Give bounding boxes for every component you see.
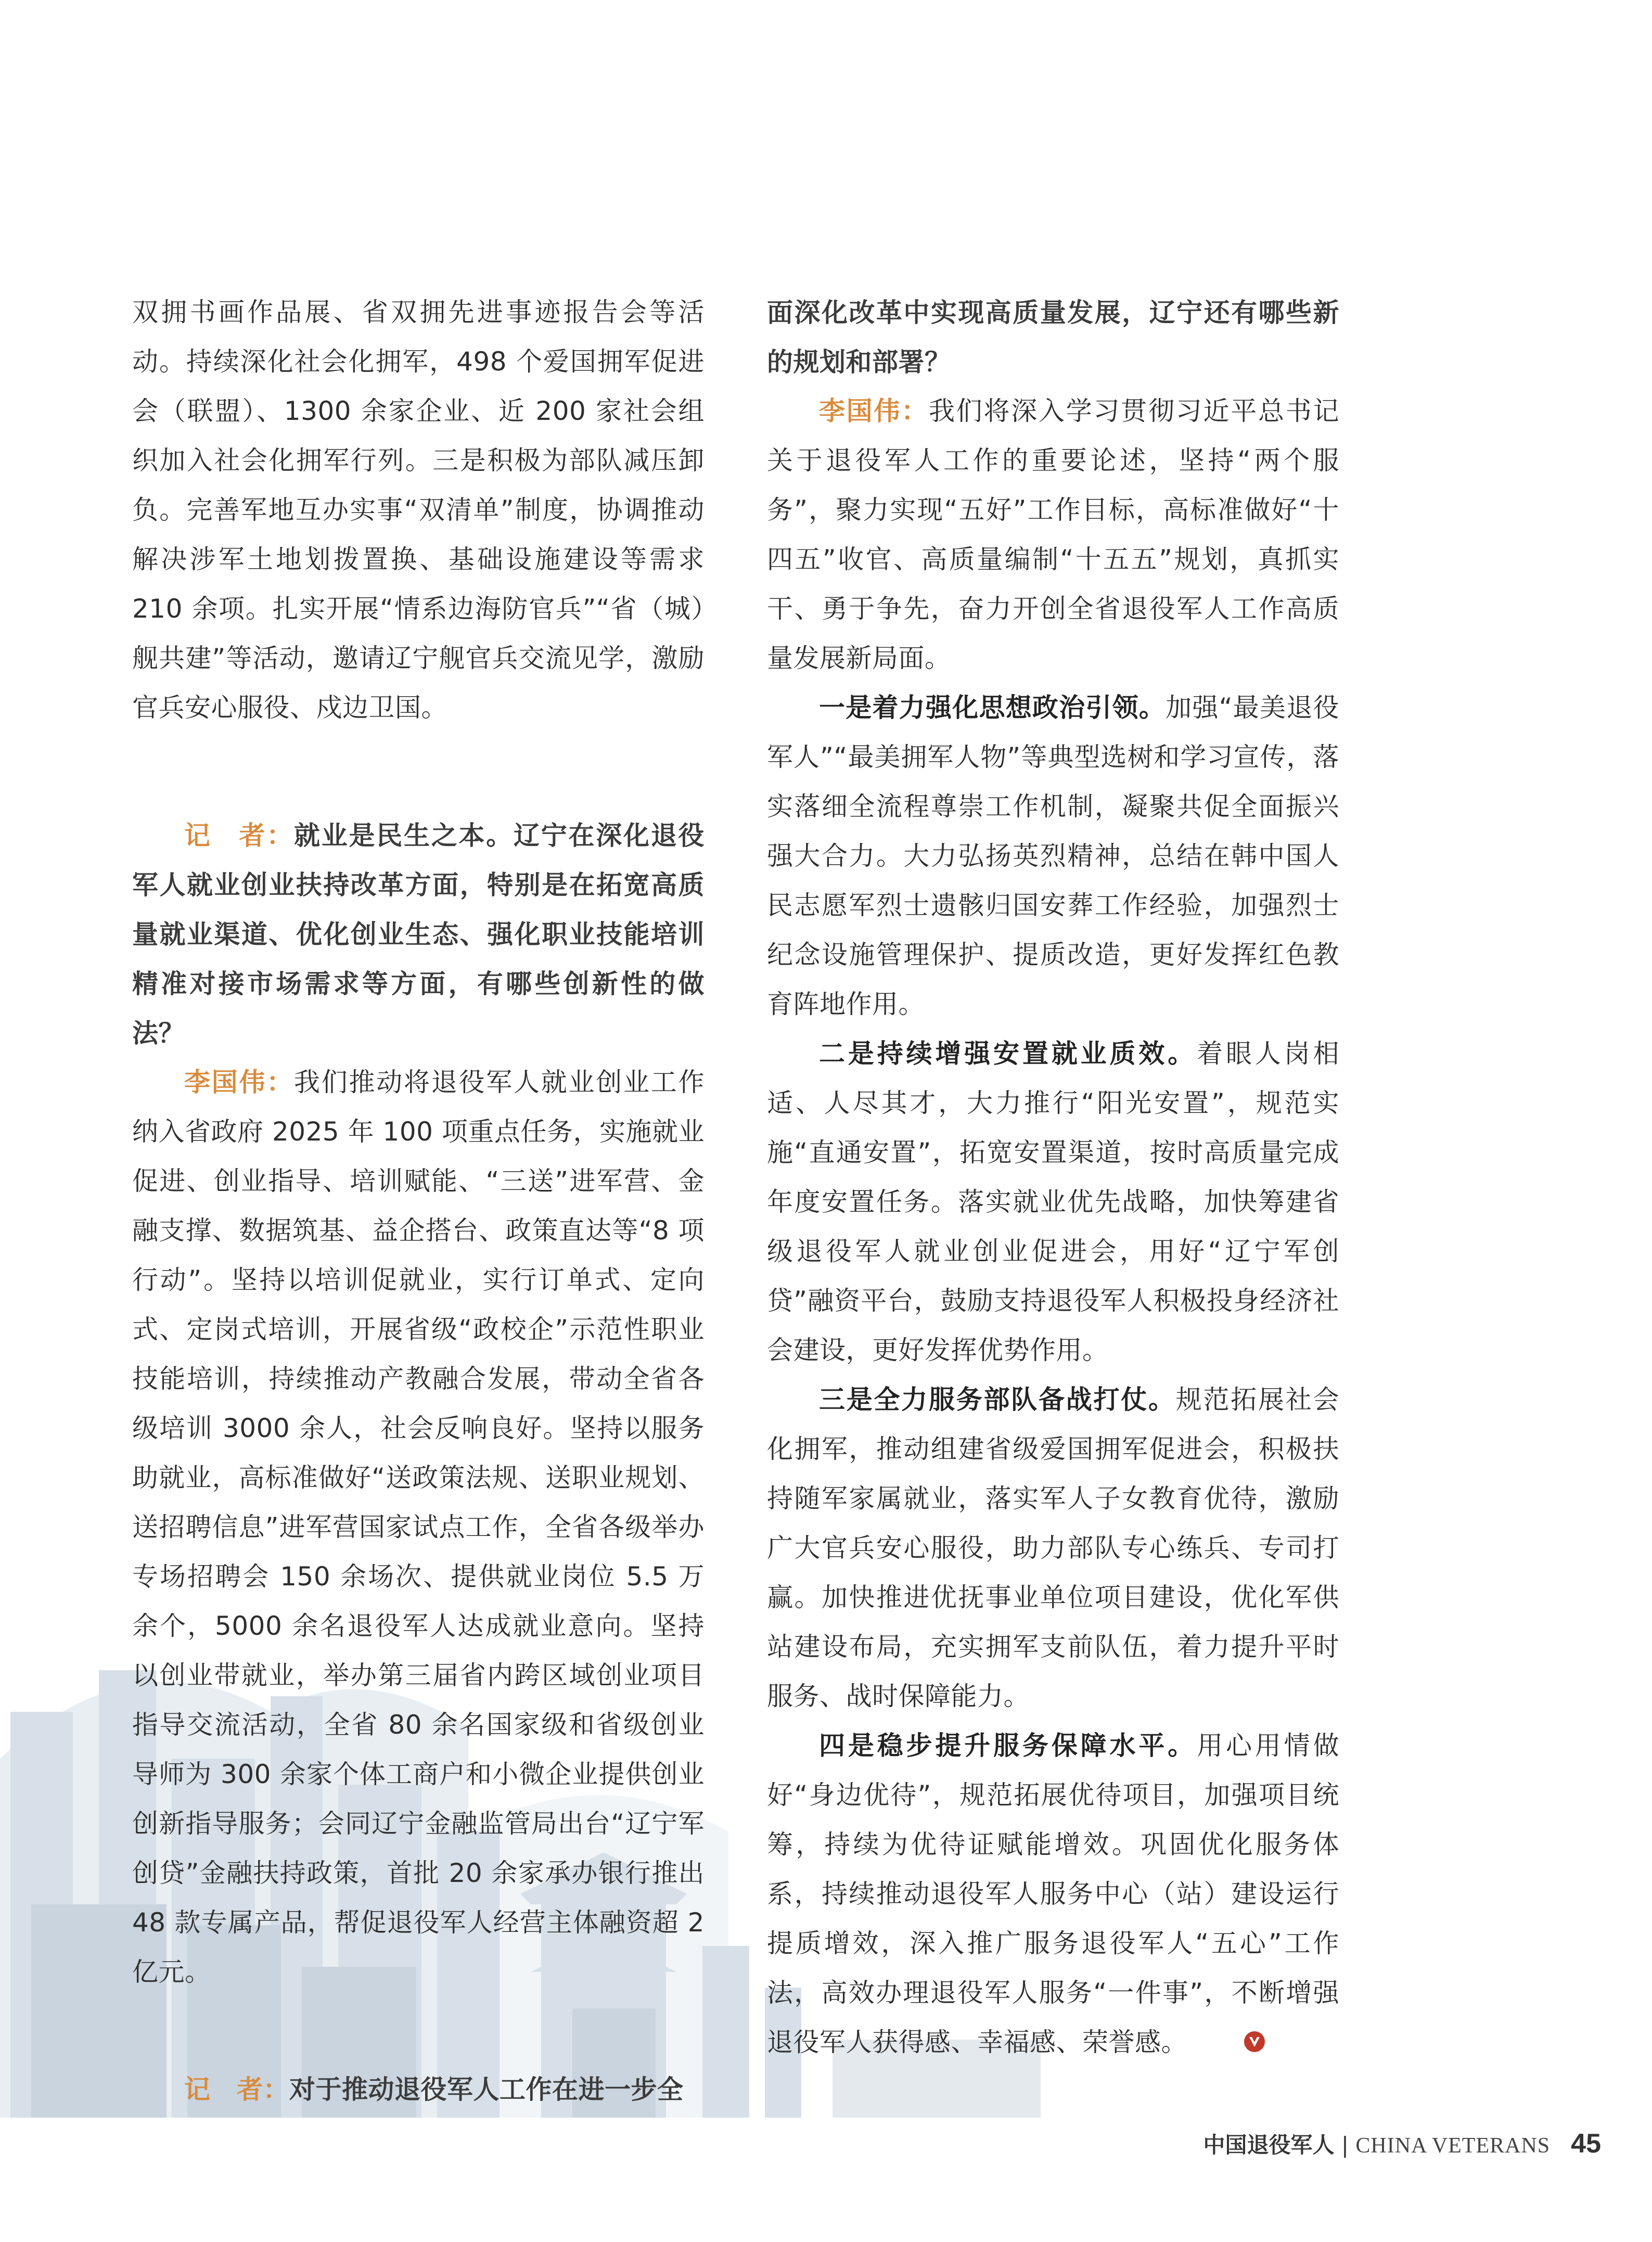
page-number: 45 <box>1571 2129 1601 2159</box>
point-heading: 三是全力服务部队备战打仗。 <box>819 1385 1176 1415</box>
answer-text: 我们推动将退役军人就业创业工作纳入省政府 2025 年 100 项重点任务，实施就业促进、创业指导、培训赋能、“三送”进军营、金融支撑、数据筑基、益企搭台、政策直达等“8 项行动”。坚持以培训促就业，实行订单式、定向式、定岗式培训，开展省级“政校企”示范性职业技能培训，持续推动产教融合发展，带动全省各级培训 3000 余人，社会反响良好。坚持以服务助就业，高标准做好“送政策法规、送职业规划、送招聘信息”进军营国家试点工作，全省各级举办专场招聘会 150 余场次、提供就业岗位 5.5 万余个，5000 余名退役军人达成就业意向。坚持以创业带就业，举办第三届省内跨区域创业项目指导交流活动，全省 80 余名国家级和省级创业导师为 300 余家个体工商户和小微企业提供创业创新指导服务；会同辽宁金融监管局出台“辽宁军创贷”金融扶持政策，首批 20 余家承办银行推出 48 款专属产品，帮促退役军人经营主体融资超 2 亿元。 <box>132 1067 705 1987</box>
point-text: 加强“最美退役军人”“最美拥军人物”等典型选树和学习宣传，落实落细全流程尊崇工作机制，凝聚共促全面振兴强大合力。大力弘扬英烈精神，总结在韩中国人民志愿军烈士遗骸归国安葬工作经验，加强烈士纪念设施管理保护、提质改造，更好发挥红色教育阵地作用。 <box>767 693 1340 1019</box>
point-heading: 四是稳步提升服务保障水平。 <box>819 1731 1197 1761</box>
page-footer <box>1203 2128 1601 2159</box>
point-paragraph-4 <box>767 1721 1339 2069</box>
reporter-question <box>132 2065 705 2114</box>
point-text: 规范拓展社会化拥军，推动组建省级爱国拥军促进会，积极扶持随军家属就业，落实军人子女教育优待，激励广大官兵安心服役，助力部队专心练兵、专司打赢。加快推进优抚事业单位项目建设，优化军供站建设布局，充实拥军支前队伍，着力提升平时服务、战时保障能力。 <box>767 1385 1339 1711</box>
point-heading: 一是着力强化思想政治引领。 <box>819 693 1166 723</box>
triangle-v-end-mark-icon <box>1192 2019 1265 2069</box>
question-text: 对于推动退役军人工作在进一步全 <box>289 2074 684 2105</box>
footer-separator: | <box>1334 2132 1356 2158</box>
publication-name: 中国退役军人 <box>1203 2132 1335 2158</box>
body-paragraph: 双拥书画作品展、省双拥先进事迹报告会等活动。持续深化社会化拥军，498 个爱国拥军促进会（联盟）、1300 余家企业、近 200 家社会组织加入社会化拥军行列。三是积极为部队减压卸负。完善军地互办实事“双清单”制度，协调推动解决涉军土地划拨置换、基础设施建设等需求 210 余项。扎实开展“情系边海防官兵”“省（城）舰共建”等活动，邀请辽宁舰官兵交流见学，激励官兵安心服役、戍边卫国。 <box>132 297 705 723</box>
interviewee-label: 李国伟： <box>184 1067 294 1097</box>
reporter-label: 记 者： <box>184 2074 289 2105</box>
reporter-label: 记 者： <box>184 820 294 851</box>
point-paragraph-2 <box>767 1029 1339 1375</box>
point-paragraph-3 <box>767 1375 1339 1721</box>
answer-paragraph <box>132 1058 705 1997</box>
publication-english-name: CHINA VETERANS <box>1355 2134 1551 2158</box>
point-text: 着眼人岗相适、人尽其才，大力推行“阳光安置”，规范实施“直通安置”，拓宽安置渠道，按时高质量完成年度安置任务。落实就业优先战略，加快筹建省级退役军人就业创业促进会，用好“辽宁军创贷”融资平台，鼓励支持退役军人积极投身经济社会建设，更好发挥优势作用。 <box>767 1039 1340 1365</box>
question-text: 就业是民生之本。辽宁在深化退役军人就业创业扶持改革方面，特别是在拓宽高质量就业渠道、优化创业生态、强化职业技能培训精准对接市场需求等方面，有哪些创新性的做法？ <box>132 820 705 1048</box>
answer-text: 我们将深入学习贯彻习近平总书记关于退役军人工作的重要论述，坚持“两个服务”，聚力实现“五好”工作目标，高标准做好“十四五”收官、高质量编制“十五五”规划，真抓实干、勇于争先，奋力开创全省退役军人工作高质量发展新局面。 <box>767 396 1339 673</box>
point-text: 用心用情做好“身边优待”，规范拓展优待项目，加强项目统筹，持续为优待证赋能增效。巩固优化服务体系，持续推动退役军人服务中心（站）建设运行提质增效，深入推广服务退役军人“五心”工作法，高效办理退役军人服务“一件事”，不断增强退役军人获得感、幸福感、荣誉感。 <box>767 1731 1340 2057</box>
right-column <box>767 288 1339 2069</box>
reporter-question <box>132 811 705 1058</box>
answer-paragraph <box>767 387 1339 683</box>
interviewee-label: 李国伟： <box>819 396 929 426</box>
point-paragraph-1 <box>767 683 1339 1029</box>
question-continued: 面深化改革中实现高质量发展，辽宁还有哪些新的规划和部署？ <box>767 297 1339 377</box>
point-heading: 二是持续增强安置就业质效。 <box>819 1039 1197 1069</box>
left-column <box>132 288 705 2114</box>
